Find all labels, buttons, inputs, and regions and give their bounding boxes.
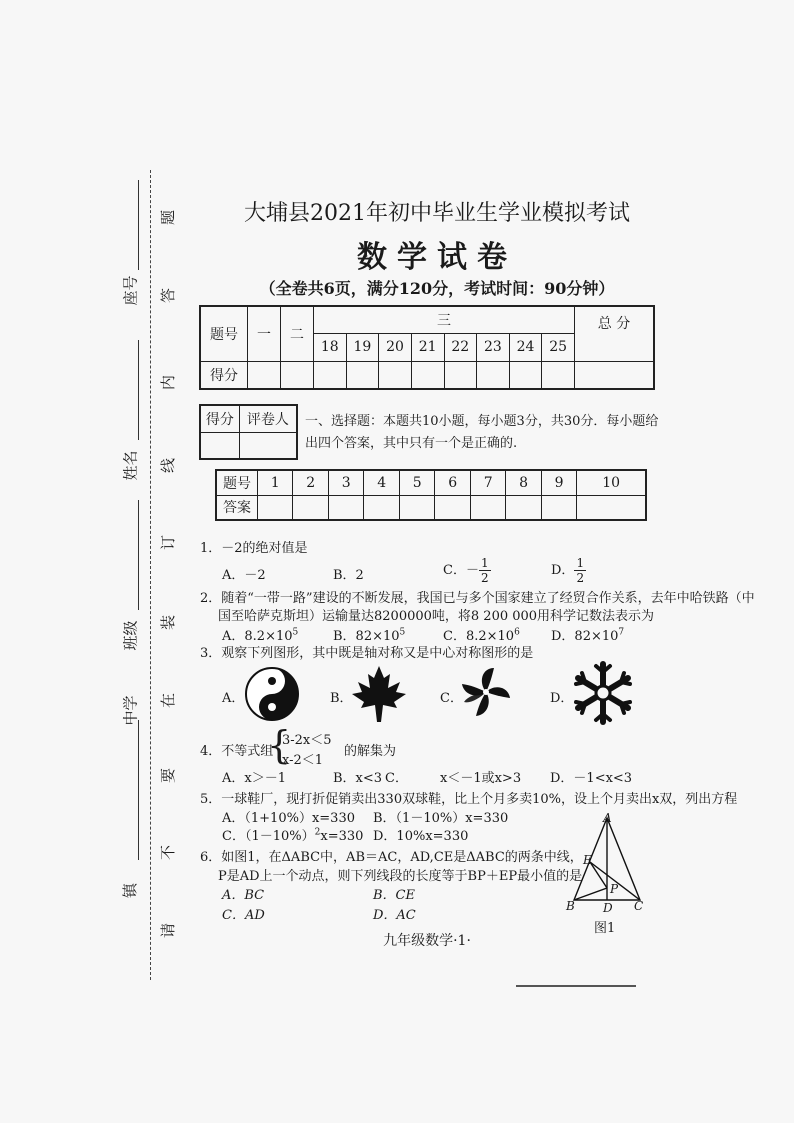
score-table-qnum: 20 [379, 333, 412, 361]
question-2-stem-line2: 国至哈萨克斯坦）运输量达8200000吨，将8 200 000用科学记数法表示为 [218, 609, 655, 624]
maple-leaf-icon [350, 664, 408, 724]
score-cell[interactable] [542, 361, 575, 389]
figure-point-c: C [634, 899, 644, 913]
figure-point-b: B [566, 899, 575, 913]
margin-label-seat: 座号 [121, 275, 140, 306]
grader-score-label: 得分 [200, 405, 239, 432]
grader-score-cell[interactable] [200, 432, 239, 459]
score-cell[interactable] [411, 361, 444, 389]
q4-option-d: D．－1<x<3 [550, 771, 633, 786]
q1-c-numerator: 1 [480, 556, 489, 570]
margin-label-class: 班级 [121, 620, 140, 651]
q6-option-c: C．AD [222, 908, 265, 923]
q4-option-a: A．x＞－1 [222, 771, 286, 786]
margin-underline [138, 340, 139, 440]
inequality-line1: 3-2x＜5 [282, 733, 332, 748]
question-6-stem-line1: 6．如图1，在ΔABC中，AB＝AC，AD,CE是ΔABC的两条中线， [200, 850, 583, 865]
margin-label-school: 中学 [121, 695, 140, 726]
answer-table-qnum: 4 [364, 470, 399, 495]
margin-label-name: 姓名 [121, 450, 140, 481]
figure-1-caption: 图1 [594, 921, 616, 936]
subject-title: 数学试卷 [357, 240, 517, 275]
exam-info: （全卷共6页，满分120分，考试时间：90分钟） [259, 279, 615, 298]
q1-option-b: B．2 [333, 568, 364, 583]
answer-cell[interactable] [435, 495, 470, 520]
q1-d-numerator: 1 [576, 556, 585, 570]
answer-table-qnum: 1 [258, 470, 293, 495]
margin-char: 装 [159, 614, 178, 631]
q6-option-a: A．BC [222, 888, 265, 903]
q2-b-base: B．82×10 [333, 629, 400, 644]
q1-d-denominator: 2 [576, 571, 585, 585]
margin-char: 订 [159, 534, 178, 551]
score-table-header-label: 题号 [200, 306, 248, 361]
score-table-part2: 二 [281, 306, 314, 361]
score-table-total: 总 分 [575, 306, 655, 361]
page-footer: 九年级数学·1· [383, 933, 471, 949]
q6-option-d: D．AC [373, 908, 416, 923]
score-table-row-label: 得分 [200, 361, 248, 389]
yin-yang-icon [244, 666, 300, 722]
answer-table-qnum: 9 [541, 470, 576, 495]
q2-a-base: A．8.2×10 [222, 629, 293, 644]
q5-option-b: B．（1－10%）x=330 [373, 811, 509, 826]
answer-cell[interactable] [328, 495, 363, 520]
q5-c-tail: x=330 [320, 829, 364, 844]
q1-option-c [443, 556, 491, 585]
margin-char: 答 [159, 287, 178, 304]
figure-1-triangle [566, 812, 646, 908]
q4-option-b: B．x<3 [333, 771, 383, 786]
score-table-part3: 三 [314, 306, 575, 333]
answer-table [215, 469, 647, 521]
score-total-cell[interactable] [575, 361, 655, 389]
answer-cell[interactable] [577, 495, 646, 520]
score-cell[interactable] [477, 361, 510, 389]
answer-table-qnum: 8 [506, 470, 541, 495]
grader-name-cell[interactable] [239, 432, 297, 459]
margin-char: 题 [159, 209, 178, 226]
score-cell[interactable] [444, 361, 477, 389]
question-6-stem-line2: P是AD上一个动点，则下列线段的长度等于BP＋EP最小值的是 [218, 869, 583, 884]
score-cell[interactable] [509, 361, 542, 389]
q2-d-base: D．82×10 [551, 629, 619, 644]
q4-option-c-label: C． [385, 771, 408, 786]
score-cell[interactable] [379, 361, 412, 389]
score-table-qnum: 23 [477, 333, 510, 361]
score-cell[interactable] [281, 361, 314, 389]
q5-option-d: D．10%x=330 [373, 829, 469, 844]
section1-heading: 一、选择题：本题共10小题，每小题3分，共30分．每小题给出四个答案，其中只有一个是正确的. [305, 414, 659, 451]
answer-cell[interactable] [541, 495, 576, 520]
q1-option-d [551, 556, 586, 585]
q2-b-exponent: 5 [399, 627, 406, 638]
answer-cell[interactable] [506, 495, 541, 520]
score-table-qnum: 18 [314, 333, 347, 361]
answer-table-qnum: 2 [293, 470, 328, 495]
answer-cell[interactable] [399, 495, 434, 520]
q1-option-d-prefix: D． [551, 563, 575, 578]
answer-table-qnum: 5 [399, 470, 434, 495]
figure-point-p: P [610, 882, 619, 896]
q6-option-b: B．CE [373, 888, 415, 903]
figure-point-a: A [603, 811, 612, 825]
margin-underline [138, 500, 139, 610]
q1-c-denominator: 2 [480, 571, 489, 585]
answer-table-qnum: 10 [577, 470, 646, 495]
footer-rule [516, 985, 636, 987]
question-2-stem-line1: 2．随着“一带一路”建设的不断发展，我国已与多个国家建立了经贸合作关系，去年中哈铁路（中 [200, 591, 755, 606]
figure-point-e: E [583, 853, 592, 867]
score-cell[interactable] [248, 361, 281, 389]
margin-char: 请 [159, 922, 178, 939]
margin-label-town: 镇 [121, 882, 140, 899]
answer-cell[interactable] [364, 495, 399, 520]
grader-name-label: 评卷人 [239, 405, 297, 432]
margin-char: 不 [159, 844, 178, 861]
score-table-part1: 一 [248, 306, 281, 361]
exam-title: 大埔县2021年初中毕业生学业模拟考试 [244, 201, 630, 226]
q5-option-a: A．（1+10%）x=330 [222, 811, 355, 826]
answer-cell[interactable] [293, 495, 328, 520]
score-table [199, 305, 655, 390]
answer-cell[interactable] [470, 495, 505, 520]
q1-option-c-prefix: C．－ [443, 563, 479, 578]
score-table-qnum: 25 [542, 333, 575, 361]
q3-option-d: D． [550, 691, 574, 706]
question-4-stem: 4．不等式组 [200, 744, 274, 759]
q5-c-exponent: 2 [314, 827, 321, 838]
q3-option-c: C． [440, 691, 463, 706]
margin-char: 内 [159, 374, 178, 391]
answer-table-qnum: 6 [435, 470, 470, 495]
score-table-qnum: 19 [346, 333, 379, 361]
margin-char: 要 [159, 767, 178, 784]
question-3-stem: 3．观察下列图形，其中既是轴对称又是中心对称图形的是 [200, 646, 534, 661]
q4-option-c: x＜－1或x>3 [440, 771, 522, 786]
question-5-stem: 5．一球鞋厂，现打折促销卖出330双球鞋，比上个月多卖10%，设上个月卖出x双，列出方程 [200, 792, 738, 807]
answer-table-qnum: 7 [470, 470, 505, 495]
snowflake-icon [570, 660, 636, 726]
q5-option-c [222, 825, 363, 844]
q5-c-base: C．（1－10%） [222, 829, 315, 844]
question-1-stem: 1．－2的绝对值是 [200, 541, 308, 556]
inequality-line2: x-2＜1 [282, 753, 324, 768]
q2-a-exponent: 5 [292, 627, 299, 638]
grader-table [199, 404, 298, 460]
inequality-brace: { [267, 723, 292, 767]
margin-char: 线 [159, 457, 178, 474]
q2-c-base: C．8.2×10 [443, 629, 515, 644]
answer-table-qnum: 3 [328, 470, 363, 495]
q2-option-d [551, 625, 624, 644]
q3-option-b: B． [330, 691, 353, 706]
q1-option-a: A．－2 [222, 568, 266, 583]
margin-underline [138, 720, 139, 860]
score-table-qnum: 21 [411, 333, 444, 361]
bauhinia-flower-icon [458, 664, 514, 720]
margin-char: 在 [159, 692, 178, 709]
answer-table-header-label: 题号 [216, 470, 258, 495]
q3-option-a: A． [222, 691, 245, 706]
question-4-tail: 的解集为 [344, 744, 397, 759]
score-table-qnum: 24 [509, 333, 542, 361]
score-table-qnum: 22 [444, 333, 477, 361]
q2-d-exponent: 7 [618, 627, 625, 638]
q2-c-exponent: 6 [514, 627, 520, 638]
answer-cell[interactable] [258, 495, 293, 520]
score-cell[interactable] [314, 361, 347, 389]
answer-table-row-label: 答案 [216, 495, 258, 520]
score-cell[interactable] [346, 361, 379, 389]
figure-point-d: D [603, 901, 613, 915]
